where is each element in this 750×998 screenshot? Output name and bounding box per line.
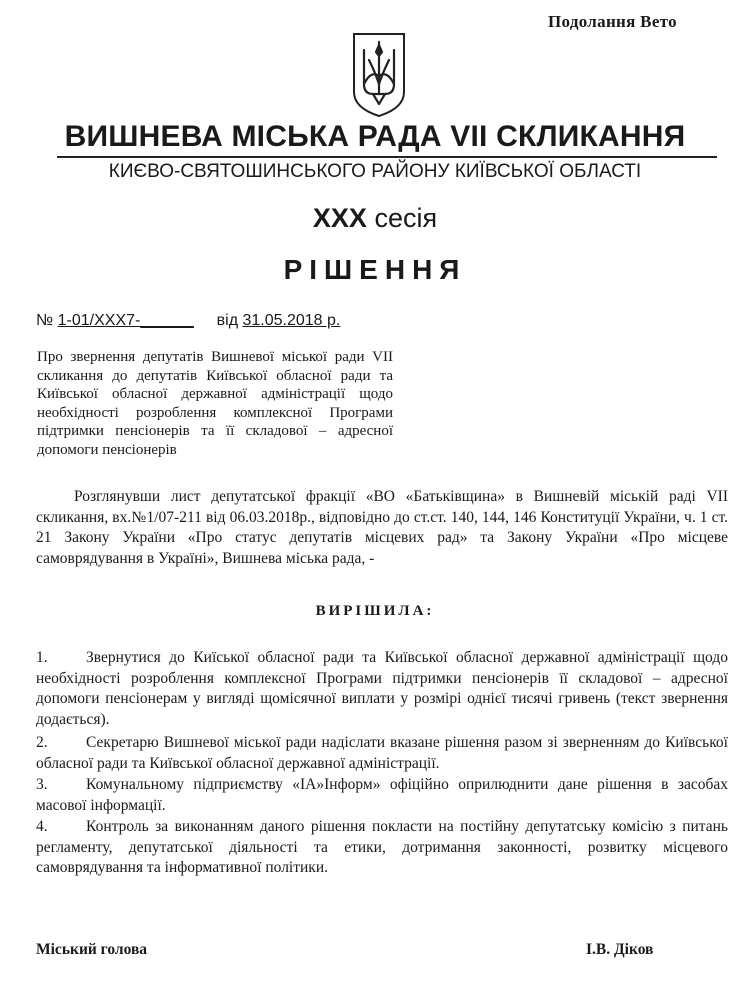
item-text: Контроль за виконанням даного рішення покласти на постійну депутатську комісію з питань регламенту, депутатської діяльності та етики, дотримання законності, розвитку місцевого самоврядування та інформативної політики. [36,818,728,876]
item-number: 3. [36,776,48,793]
preamble-paragraph: Розглянувши лист депутатської фракції «ВО «Батьківщина» в Вишневій міській раді VII скликання, вх.№1/07-211 від 06.03.2018р., відповідно до ст.ст. 140, 144, 146 Конституції України, ч. 1 ст. 21 Закону України «Про статус депутатів місцевих рад» та Закону України «Про місцеве самоврядування в Україні», Вишнева міська рада, - [36,488,728,567]
resolved-heading: ВИРІШИЛА: [315,603,435,619]
decision-number-line [36,312,340,330]
district-subheading: КИЄВО-СВЯТОШИНСЬКОГО РАЙОНУ КИЇВСЬКОЇ ОБЛАСТІ [108,161,642,182]
decision-number: 1-01/ХХХ7-______ [57,312,194,329]
item-text: Звернутися до Киїської обласної ради та Київської обласної державної адміністрації щодо необхідності розроблення комплексної Програми підтримки пенсіонерів її складової – адресної допомоги пенсіонерам у вигляді щомісячної виплати у розмірі однієї тисячі гривень (текст звернення додається). [36,649,728,728]
resolution-item [36,817,728,879]
session-heading [0,203,750,234]
resolution-item [36,648,728,730]
number-label: № [36,312,54,329]
veto-override-label: Подолання Вето [548,12,677,31]
session-word: сесія [374,203,438,233]
date-label: від [216,312,239,329]
item-number: 1. [36,649,48,666]
decision-subject: Про звернення депутатів Вишневої міської ради VII скликання до депутатів Київської обласної ради та Київської обласної державної адміністрації щодо необхідності розроблення комплексної Програми підтримки пенсіонерів та її складової – адресної допомоги пенсіонерів [37,349,393,458]
session-number: ХХХ [312,203,367,233]
resolution-item [36,775,728,816]
resolution-item [36,733,728,774]
decision-title: РІШЕННЯ [283,254,467,285]
item-text: Комунальному підприємству «ІА»Інформ» офіційно оприлюднити дане рішення в засобах масової інформації. [36,776,728,814]
trident-emblem-icon [351,32,407,118]
item-text: Секретарю Вишневої міської ради надіслати вказане рішення разом зі зверненням до Київської обласної ради та Київської обласної державної адміністрації. [36,734,728,772]
signatory-role: Міський голова [36,941,148,958]
decision-date: 31.05.2018 р. [242,312,341,329]
item-number: 4. [36,818,48,835]
signatory-name: І.В. Діков [586,941,654,958]
council-name-heading: ВИШНЕВА МІСЬКА РАДА VII СКЛИКАННЯ [64,120,686,153]
item-number: 2. [36,734,48,751]
header-divider [57,156,717,158]
